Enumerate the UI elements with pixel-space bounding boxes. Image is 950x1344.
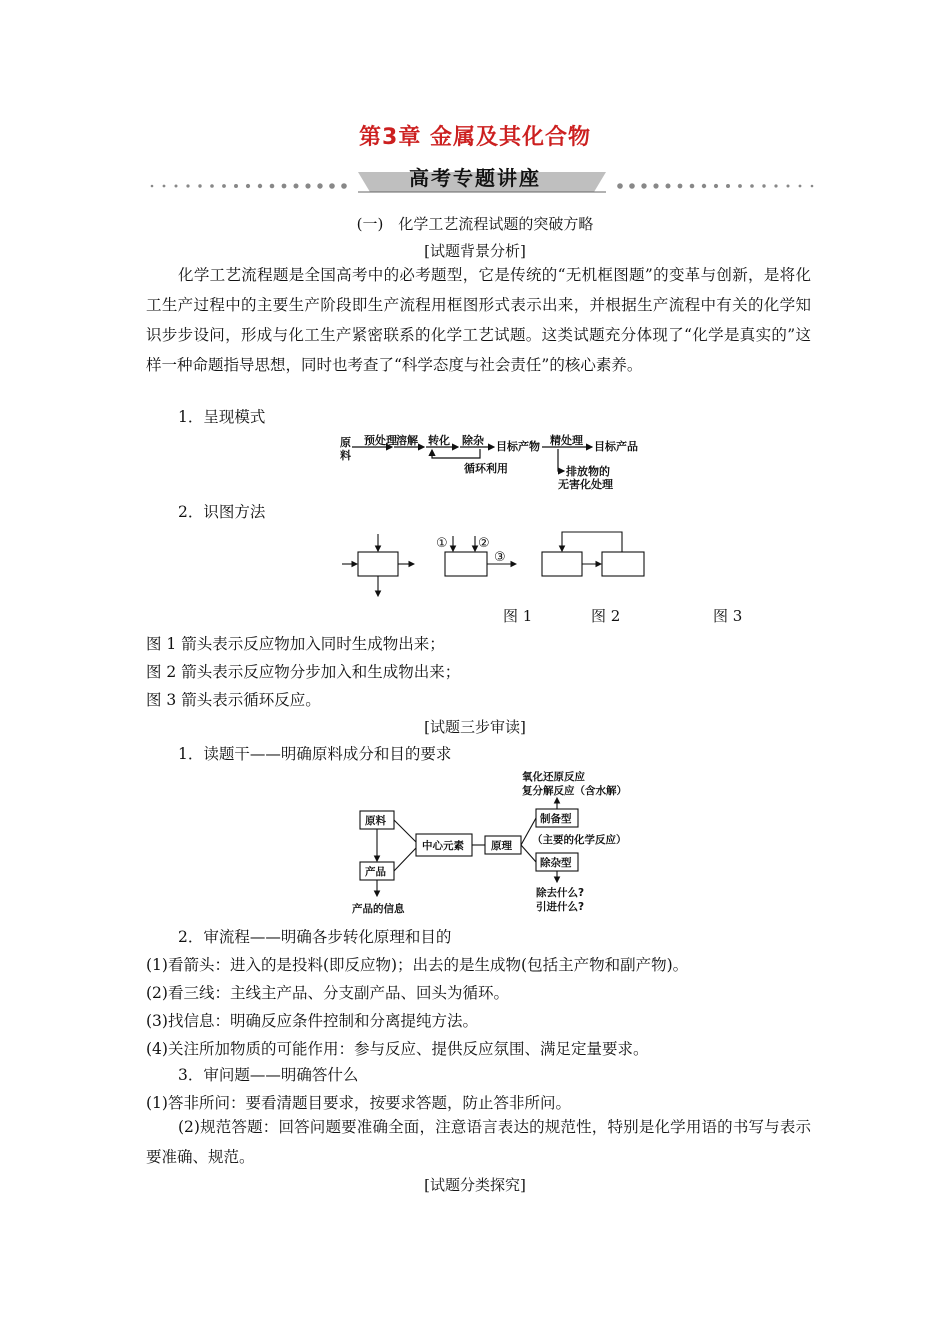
- step2-item-4: (4)关注所加物质的可能作用：参与反应、提供反应氛围、满足定量要求。: [146, 1040, 649, 1058]
- flow-step-purify: 除杂: [462, 434, 484, 447]
- chapter-title: 第3章 金属及其化合物: [359, 125, 591, 150]
- step2-item-3: (3)找信息：明确反应条件控制和分离提纯方法。: [146, 1012, 478, 1030]
- heading-classification: [试题分类探究]: [424, 1176, 526, 1194]
- method-label: 2．识图方法: [178, 503, 266, 521]
- flow-final: 目标产品: [594, 440, 638, 453]
- background-paragraph: 化学工艺流程题是全国高考中的必考题型，它是传统的“无机框图题”的变革与创新，是将化工生产过程中的主要生产阶段即生产流程用框图形式表示出来，并根据生产流程中有关的化学知识步步设问，形成与化工生产紧密联系的化学工艺试题。这类试题充分体现了“化学是真实的”这样一种命题指导思想，同时也考查了“科学态度与社会责任”的核心素养。: [146, 266, 811, 374]
- fig-label-1: 图 1: [503, 607, 533, 625]
- flow-target: 目标产物: [496, 440, 540, 453]
- heading-three-steps: [试题三步审读]: [424, 718, 526, 736]
- fig-note-1: 图 1 箭头表示反应物加入同时生成物出来；: [146, 635, 445, 653]
- fig-label-3: 图 3: [713, 607, 743, 625]
- cm-main-reaction: （主要的化学反应）: [532, 834, 627, 846]
- section-title: (一) 化学工艺流程试题的突破方略: [356, 215, 594, 233]
- cm-introduce-q: 引进什么?: [536, 901, 585, 913]
- step2-item-1: (1)看箭头：进入的是投料(即反应物)；出去的是生成物(包括主产物和副产物)。: [146, 956, 689, 974]
- flow-step-refine: 精处理: [550, 434, 583, 447]
- step3-title: 3．审问题——明确答什么: [178, 1066, 359, 1084]
- cm-raw: 原料: [365, 815, 386, 827]
- fig-note-2: 图 2 箭头表示反应物分步加入和生成物出来；: [146, 663, 461, 681]
- cm-product-info: 产品的信息: [352, 903, 405, 915]
- flow-step-dissolve: 溶解: [396, 434, 418, 447]
- fig2-mark-1: ①: [436, 536, 448, 551]
- fig-note-3: 图 3 箭头表示循环反应。: [146, 691, 321, 709]
- flow-recycle: 循环利用: [464, 462, 508, 475]
- flow-discharge-2: 无害化处理: [558, 478, 613, 491]
- step2-item-2: (2)看三线：主线主产品、分支副产品、回头为循环。: [146, 984, 509, 1002]
- flow-raw-1: 原: [340, 436, 351, 449]
- step1-title: 1．读题干——明确原料成分和目的要求: [178, 745, 452, 763]
- cm-purify-type: 除杂型: [540, 857, 572, 869]
- cm-prep-type: 制备型: [540, 813, 572, 825]
- concept-map: [350, 768, 660, 918]
- flow-discharge-1: 排放物的: [566, 465, 610, 478]
- cm-core: 中心元素: [422, 840, 464, 852]
- flow-raw-2: 料: [340, 449, 351, 462]
- banner-label: 高考专题讲座: [409, 166, 541, 190]
- flow-step-pretreat: 预处理: [364, 434, 397, 447]
- flow-step-convert: 转化: [428, 434, 450, 447]
- cm-remove-q: 除去什么?: [536, 887, 585, 899]
- cm-redox: 氧化还原反应: [522, 771, 585, 783]
- mode-label: 1．呈现模式: [178, 408, 266, 426]
- cm-principle: 原理: [491, 840, 512, 852]
- heading-background: [试题背景分析]: [424, 242, 526, 260]
- process-flow-diagram: [330, 428, 650, 496]
- step2-title: 2．审流程——明确各步转化原理和目的: [178, 928, 452, 946]
- cm-product: 产品: [365, 866, 386, 878]
- step3-item-2: (2)规范答题：回答问题要准确全面，注意语言表达的规范性，特别是化学用语的书写与表示要准确、规范。: [146, 1118, 811, 1166]
- arrow-figures: [340, 528, 660, 602]
- fig2-mark-3: ③: [494, 550, 506, 565]
- cm-metathesis: 复分解反应（含水解）: [522, 785, 627, 797]
- fig-label-2: 图 2: [591, 607, 621, 625]
- step3-item-1: (1)答非所问：要看清题目要求，按要求答题，防止答非所问。: [146, 1094, 571, 1112]
- fig2-mark-2: ②: [478, 536, 490, 551]
